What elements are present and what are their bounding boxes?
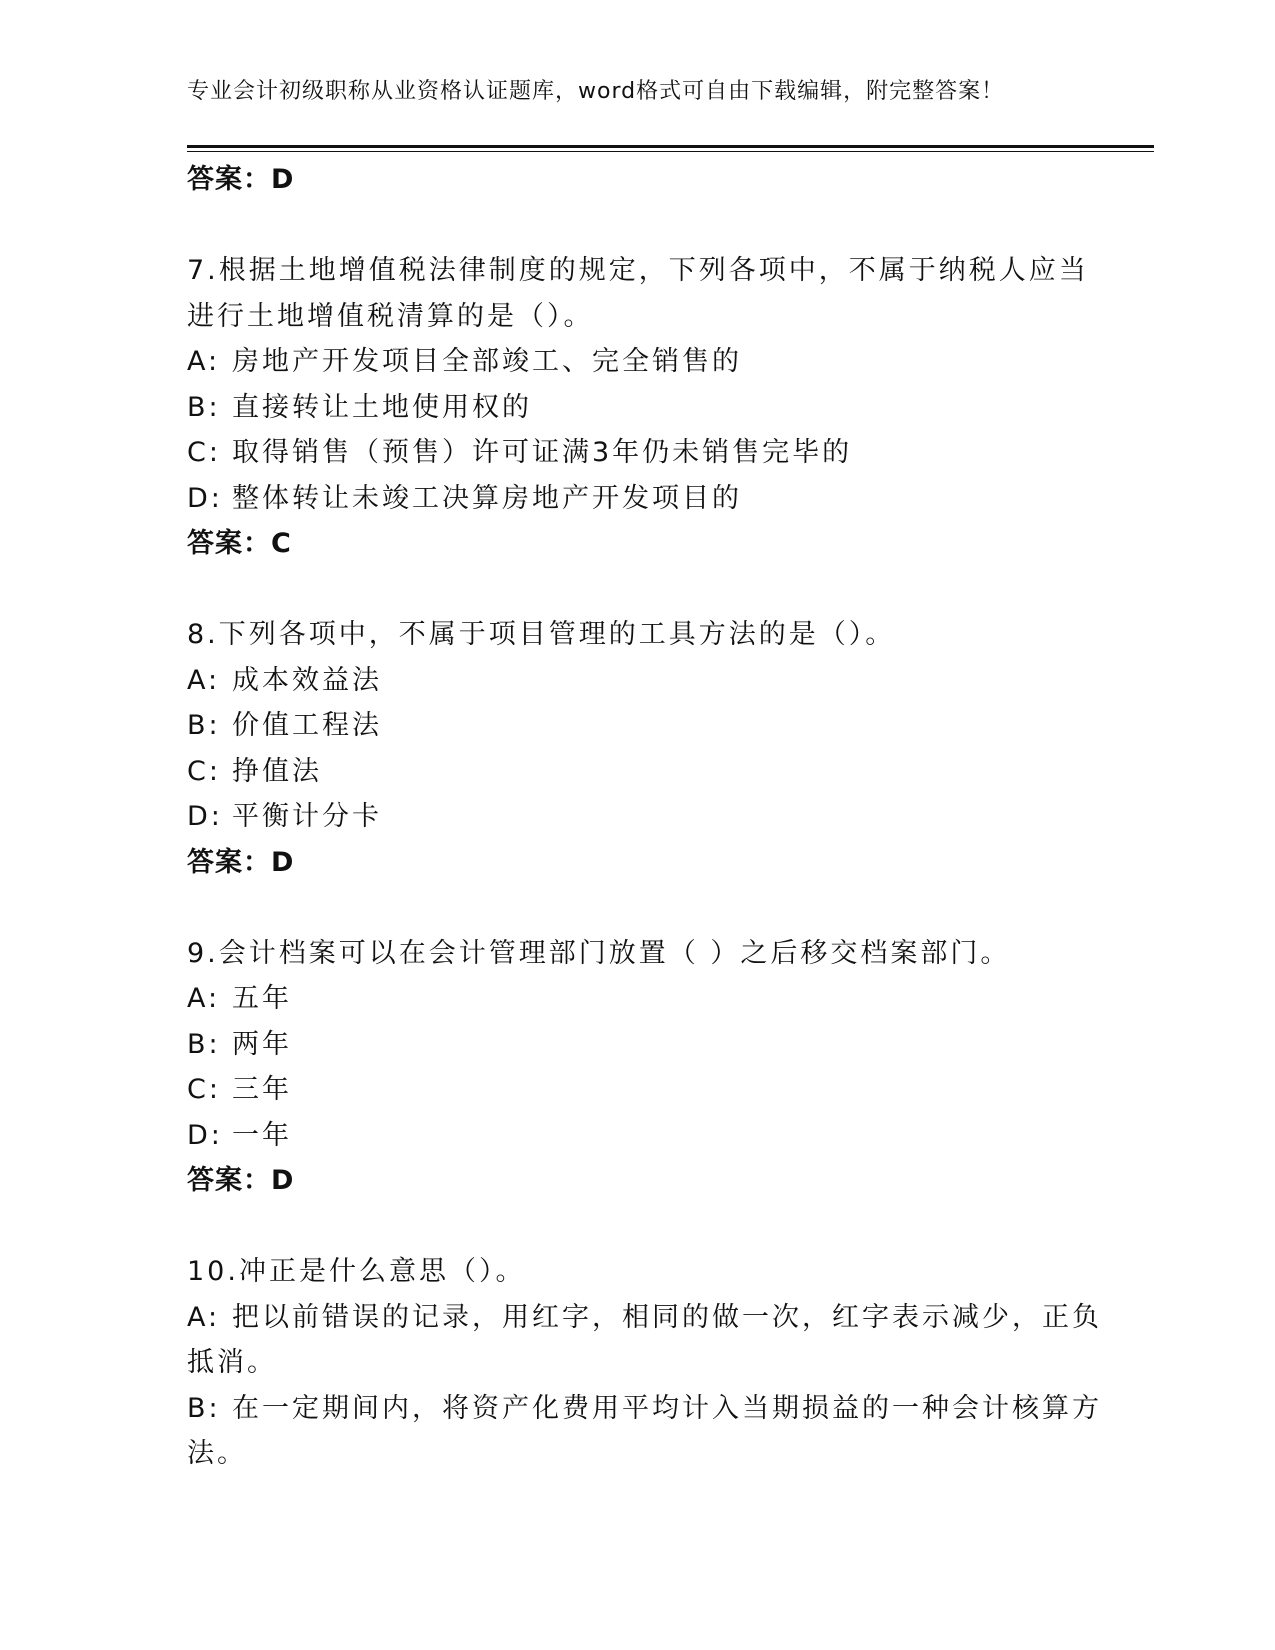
answer-line: 答案：D [187, 164, 295, 195]
option-c [187, 430, 1087, 476]
option-text: 取得销售（预售）许可证满3年仍未销售完毕的 [232, 437, 853, 468]
option-a [187, 339, 1087, 385]
option-d [187, 476, 1087, 522]
option-key: A: [187, 1301, 221, 1333]
option-text: 三年 [232, 1074, 292, 1105]
spacer [187, 203, 1087, 249]
question-8 [187, 612, 1087, 885]
header-rule-thin [187, 151, 1154, 152]
option-key: C: [187, 1074, 221, 1105]
spacer [187, 567, 1087, 613]
option-b [187, 1022, 1087, 1068]
option-key: D: [187, 1119, 223, 1151]
option-b [187, 1386, 1102, 1432]
option-c [187, 1067, 1087, 1113]
option-key: D: [187, 801, 223, 832]
spacer [187, 1204, 1087, 1250]
question-9 [187, 931, 1087, 1204]
header-rule [187, 145, 1154, 148]
option-c [187, 749, 1087, 795]
question-stem: 7.根据土地增值税法律制度的规定，下列各项中，不属于纳税人应当 [187, 255, 1089, 286]
option-text: 房地产开发项目全部竣工、完全销售的 [232, 346, 742, 377]
question-stem: 进行土地增值税清算的是（）。 [187, 300, 594, 332]
spacer [187, 885, 1087, 931]
option-text: 在一定期间内，将资产化费用平均计入当期损益的一种会计核算方 [232, 1392, 1102, 1424]
option-text: 成本效益法 [232, 664, 382, 696]
document-body [187, 157, 1102, 1477]
question-stem: 9.会计档案可以在会计管理部门放置（ ）之后移交档案部门。 [187, 937, 1011, 969]
option-key: A: [187, 346, 221, 377]
option-text: 一年 [232, 1119, 292, 1151]
answer-line: 答案：D [187, 846, 295, 878]
option-key: B: [187, 710, 221, 741]
option-text: 把以前错误的记录，用红字，相同的做一次，红字表示减少，正负 [232, 1301, 1102, 1333]
option-text: 整体转让未竣工决算房地产开发项目的 [232, 482, 742, 514]
question-stem: 10.冲正是什么意思（）。 [187, 1256, 526, 1287]
option-a [187, 658, 1087, 704]
option-text: 平衡计分卡 [232, 801, 382, 832]
option-b [187, 703, 1087, 749]
option-key: C: [187, 755, 221, 787]
option-text: 挣值法 [232, 755, 322, 787]
option-a [187, 1295, 1102, 1341]
question-stem: 8.下列各项中，不属于项目管理的工具方法的是（）。 [187, 619, 896, 650]
option-d [187, 794, 1087, 840]
option-key: D: [187, 482, 223, 514]
option-text: 价值工程法 [232, 710, 382, 741]
option-a-continued: 抵消。 [187, 1347, 277, 1378]
option-key: B: [187, 391, 221, 423]
answer-line: 答案：C [187, 528, 292, 559]
option-text: 两年 [232, 1028, 292, 1060]
option-key: C: [187, 437, 221, 468]
option-key: B: [187, 1028, 221, 1060]
question-7 [187, 248, 1087, 567]
option-key: A: [187, 983, 221, 1014]
option-b [187, 385, 1087, 431]
answer-line: 答案：D [187, 1165, 295, 1196]
option-text: 直接转让土地使用权的 [232, 391, 532, 423]
option-d [187, 1113, 1087, 1159]
option-key: B: [187, 1392, 221, 1424]
page-header: 专业会计初级职称从业资格认证题库，word格式可自由下载编辑，附完整答案！ [187, 79, 1005, 104]
option-text: 五年 [232, 983, 292, 1014]
option-a [187, 976, 1087, 1022]
question-10 [187, 1249, 1102, 1477]
option-b-continued: 法。 [187, 1438, 247, 1469]
option-key: A: [187, 664, 221, 696]
